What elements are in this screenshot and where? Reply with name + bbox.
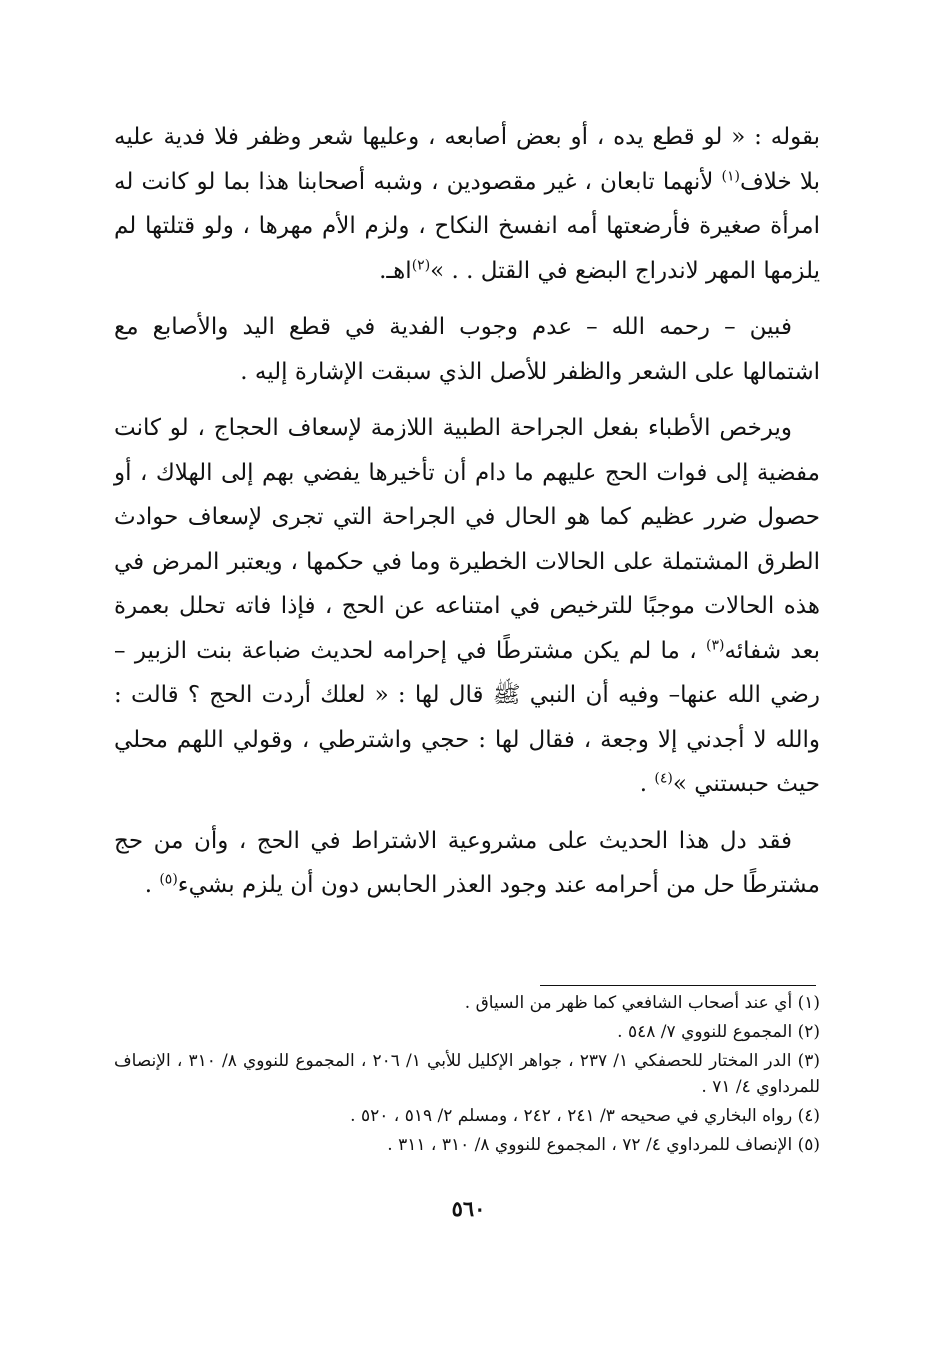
paragraph-quote-nawawi bbox=[114, 115, 820, 293]
footnote-5: (٥) الإنصاف للمرداوي ٤/ ٧٢ ، المجموع للنووي ٨/ ٣١٠ ، ٣١١ . bbox=[387, 1135, 820, 1155]
footnote-ref-4: (٤) bbox=[654, 770, 673, 787]
paragraph-surgery-permission bbox=[114, 406, 820, 807]
page-number: ٥٦٠ bbox=[451, 1196, 486, 1221]
footnote-4: (٤) رواه البخاري في صحيحه ٣/ ٢٤١ ، ٢٤٢ ، ومسلم ٢/ ٥١٩ ، ٥٢٠ . bbox=[350, 1106, 820, 1126]
footnote-ref-3: (٣) bbox=[705, 636, 725, 653]
footnotes-list bbox=[114, 990, 820, 1161]
paragraph-text: ، ما لم يكن مشترطًا في إحرامه لحديث ضباعة بنت الزبير –رضي الله عنها– وفيه أن النبي ﷺ قال لها : « لعلك أردت الحج ؟ قالت : والله لا أجدني إلا وجعة ، فقال لها : حجي واشترطي ، وقولي اللهم محلي حيث حبستني » bbox=[114, 637, 820, 797]
footnote-3: (٣) الدر المختار للحصفكي ١/ ٢٣٧ ، جواهر الإكليل للأبي ١/ ٢٠٦ ، المجموع للنووي ٨/ ٣١٠ ، الإنصاف للمرداوي ٤/ ٧١ . bbox=[114, 1051, 820, 1097]
footnote-ref-5: (٥) bbox=[159, 871, 178, 888]
paragraph-text: . bbox=[639, 771, 655, 797]
paragraph-text: بقوله : « لو قطع يده ، أو بعض أصابعه ، وعليها شعر وظفر فلا فدية عليه بلا خلاف bbox=[114, 124, 820, 195]
footnote-ref-2: (٢) bbox=[411, 256, 431, 273]
footnote-separator bbox=[540, 985, 816, 986]
footnote-ref-1: (١) bbox=[721, 167, 740, 184]
footnote-2: (٢) المجموع للنووي ٧/ ٥٤٨ . bbox=[617, 1022, 820, 1042]
paragraph-conclusion bbox=[114, 819, 820, 908]
paragraph-text: اهـ. bbox=[379, 257, 412, 284]
paragraph-text: فبين – رحمه الله – عدم وجوب الفدية في قطع اليد والأصابع مع اشتمالها على الشعر والظفر للأصل الذي سبقت الإشارة إليه . bbox=[114, 314, 820, 385]
footnote-1: (١) أي عند أصحاب الشافعي كما ظهر من السياق . bbox=[464, 993, 820, 1013]
paragraph-text: فقد دل هذا الحديث على مشروعية الاشتراط في الحج ، وأن من حج مشترطًا حل من أحرامه عند وجود العذر الحابس دون أن يلزم بشيء bbox=[114, 827, 820, 898]
paragraph-text: لأنهما تابعان ، غير مقصودين ، وشبه أصحابنا هذا بما لو كانت له امرأة صغيرة فأرضعتها أمه انفسخ النكاح ، ولزم الأم مهرها ، ولو قتلتها لم يلزمها المهر لاندراج البضع في القتل . . » bbox=[114, 168, 820, 284]
paragraph-text: ويرخص الأطباء بفعل الجراحة الطبية اللازمة لإسعاف الحجاج ، لو كانت مفضية إلى فوات الحج عليهم ما دام أن تأخيرها يفضي بهم إلى الهلاك ، أو حصول ضرر عظيم كما هو الحال في الجراحة التي تجرى لإسعاف حوادث الطرق المشتملة على الحالات الخطيرة وما في حكمها ، ويعتبر المرض في هذه الحالات موجبًا للترخيص في امتناعه عن الحج ، فإذا فاته تحلل بعمرة بعد شفائه bbox=[114, 415, 820, 664]
main-text bbox=[114, 115, 820, 908]
paragraph-text: . bbox=[144, 872, 160, 898]
paragraph-explanation bbox=[114, 305, 820, 394]
